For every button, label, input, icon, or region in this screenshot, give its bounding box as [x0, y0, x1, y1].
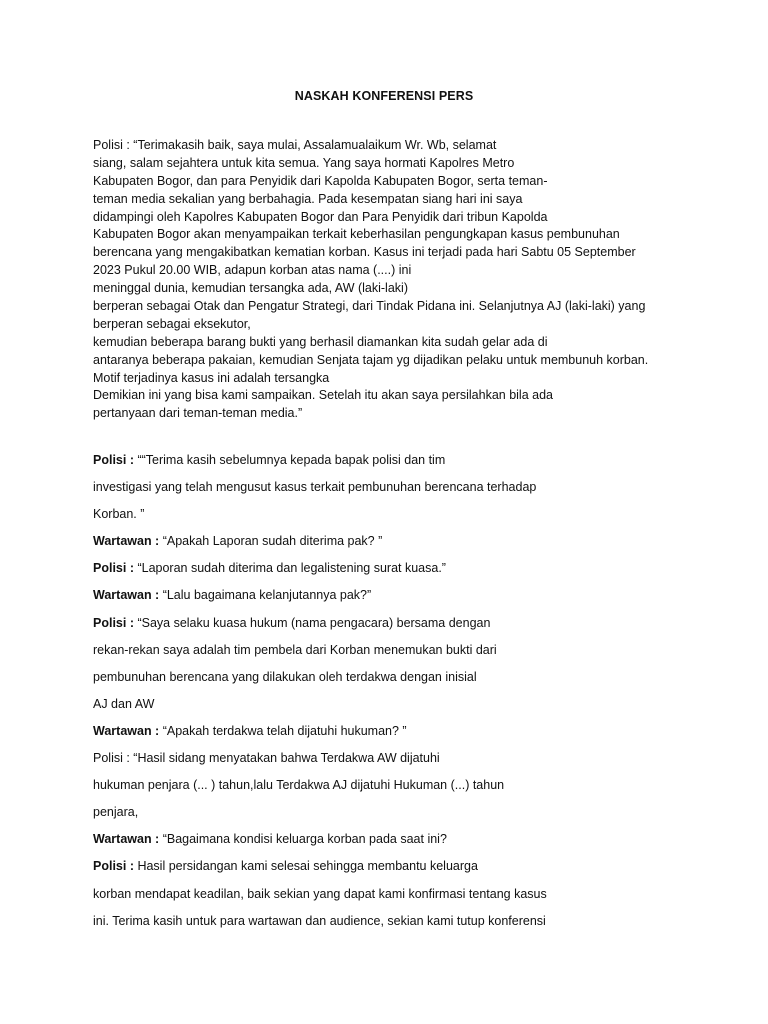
dialog-text: investigasi yang telah mengusut kasus terkait pembunuhan berencana terhadap [93, 480, 537, 495]
speaker-label: Polisi [93, 453, 127, 467]
intro-line: Demikian ini yang bisa kami sampaikan. Setelah itu akan saya persilahkan bila ada [93, 388, 553, 403]
intro-line: siang, salam sejahtera untuk kita semua. Yang saya hormati Kapolres Metro [93, 155, 515, 170]
speaker-separator: : [151, 832, 163, 847]
speaker-separator: : [126, 453, 138, 467]
dialog-text: “Bagaimana kondisi keluarga korban pada saat ini? [162, 832, 447, 847]
dialog-line [93, 831, 693, 858]
speaker-label: Polisi [93, 615, 127, 630]
speaker-separator: : [151, 723, 163, 738]
dialog-line [93, 696, 693, 723]
dialog-line [93, 777, 693, 804]
dialog-line [93, 804, 693, 831]
speaker-separator: : [126, 615, 138, 630]
intro-line: berperan sebagai Otak dan Pengatur Strategi, dari Tindak Pidana ini. Selanjutnya AJ (laki-laki) yang [93, 299, 646, 314]
document-title: NASKAH KONFERENSI PERS [294, 89, 474, 103]
dialog-text: pembunuhan berencana yang dilakukan oleh terdakwa dengan inisial [93, 669, 477, 684]
dialog-text: rekan-rekan saya adalah tim pembela dari Korban menemukan bukti dari [93, 642, 497, 657]
dialog-text: Polisi : “Hasil sidang menyatakan bahwa Terdakwa AW dijatuhi [93, 751, 440, 766]
dialog-text: “Saya selaku kuasa hukum (nama pengacara) bersama dengan [137, 615, 491, 630]
intro-line: 2023 Pukul 20.00 WIB, adapun korban atas nama (....) ini [93, 263, 412, 278]
dialog-line [93, 452, 693, 479]
intro-line: teman media sekalian yang berbahagia. Pada kesempatan siang hari ini saya [93, 191, 523, 206]
speaker-label: Wartawan [93, 723, 152, 738]
dialog-line [93, 479, 693, 506]
intro-line: Kabupaten Bogor, dan para Penyidik dari Kapolda Kabupaten Bogor, serta teman- [93, 173, 548, 188]
dialog-line [93, 615, 693, 642]
dialog-text: penjara, [93, 805, 139, 820]
dialog-line [93, 506, 693, 533]
dialog-line [93, 642, 693, 669]
dialog-text: ““Terima kasih sebelumnya kepada bapak polisi dan tim [137, 453, 446, 467]
speaker-label: Polisi [93, 561, 127, 576]
speaker-separator: : [126, 859, 138, 874]
dialog-text: korban mendapat keadilan, baik sekian yang dapat kami konfirmasi tentang kasus [93, 886, 547, 901]
dialog-text: Korban. ” [93, 507, 145, 522]
intro-line: Motif terjadinya kasus ini adalah tersangka [93, 370, 330, 385]
dialog-text: “Laporan sudah diterima dan legalistening surat kuasa.” [137, 561, 446, 576]
dialog-line [93, 533, 693, 560]
dialog-text: “Lalu bagaimana kelanjutannya pak?” [162, 588, 372, 603]
dialog-section [93, 452, 693, 940]
dialog-line [93, 669, 693, 696]
dialog-text: “Apakah terdakwa telah dijatuhi hukuman? ” [162, 723, 407, 738]
dialog-line [93, 750, 693, 777]
intro-line: meninggal dunia, kemudian tersangka ada, AW (laki-laki) [93, 281, 408, 296]
dialog-text: hukuman penjara (... ) tahun,lalu Terdakwa AJ dijatuhi Hukuman (...) tahun [93, 778, 505, 793]
speaker-separator: : [151, 534, 163, 549]
dialog-line [93, 560, 693, 587]
dialog-line [93, 886, 693, 913]
intro-line: kemudian beberapa barang bukti yang berhasil diamankan kita sudah gelar ada di [93, 334, 548, 349]
dialog-line [93, 913, 693, 940]
intro-line: Polisi : “Terimakasih baik, saya mulai, Assalamualaikum Wr. Wb, selamat [93, 138, 497, 152]
intro-line: berperan sebagai eksekutor, [93, 316, 251, 331]
speaker-label: Wartawan [93, 534, 152, 549]
speaker-separator: : [151, 588, 163, 603]
speaker-label: Polisi [93, 859, 127, 874]
dialog-text: Hasil persidangan kami selesai sehingga membantu keluarga [137, 859, 478, 874]
intro-line: antaranya beberapa pakaian, kemudian Senjata tajam yg dijadikan pelaku untuk membunuh korban. [93, 352, 649, 367]
intro-line: Kabupaten Bogor akan menyampaikan terkait keberhasilan pengungkapan kasus pembunuhan [93, 227, 620, 242]
dialog-text: ini. Terima kasih untuk para wartawan dan audience, sekian kami tutup konferensi [93, 913, 546, 928]
dialog-text: “Apakah Laporan sudah diterima pak? ” [162, 534, 383, 549]
intro-line: pertanyaan dari teman-teman media.” [93, 406, 303, 421]
dialog-line [93, 858, 693, 885]
speaker-label: Wartawan [93, 832, 152, 847]
speaker-separator: : [126, 561, 138, 576]
dialog-text: AJ dan AW [93, 696, 155, 711]
dialog-line [93, 723, 693, 750]
speaker-label: Wartawan [93, 588, 152, 603]
intro-line: berencana yang mengakibatkan kematian korban. Kasus ini terjadi pada hari Sabtu 05 September [93, 245, 636, 260]
dialog-line [93, 587, 693, 614]
intro-line: didampingi oleh Kapolres Kabupaten Bogor dan Para Penyidik dari tribun Kapolda [93, 209, 548, 224]
intro-paragraph [93, 137, 693, 423]
